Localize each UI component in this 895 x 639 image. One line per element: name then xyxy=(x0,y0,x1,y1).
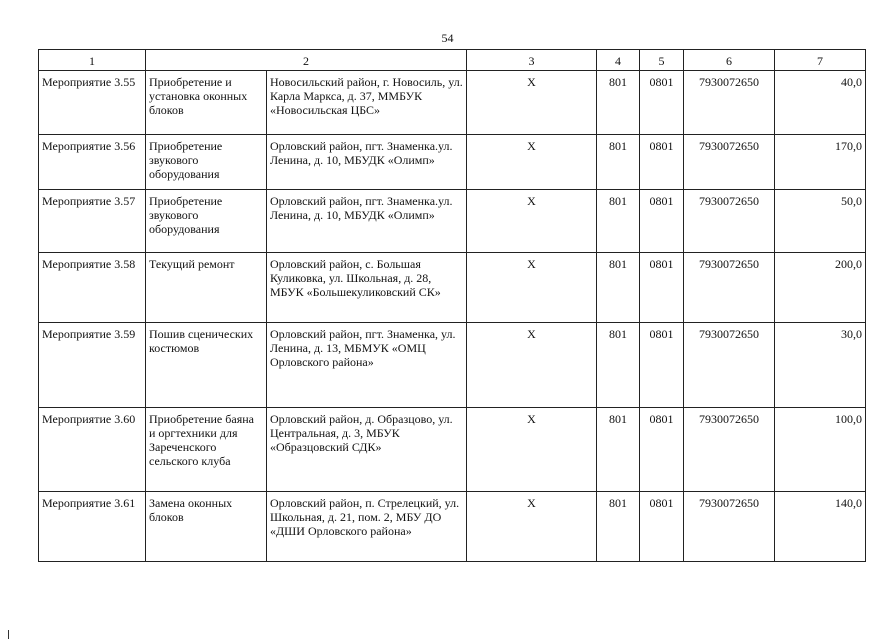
header-cell-5: 5 xyxy=(640,50,684,71)
col4-cell: 801 xyxy=(597,323,640,408)
col6-cell: 7930072650 xyxy=(684,408,775,492)
col3-cell: X xyxy=(467,135,597,190)
event-cell: Мероприятие 3.59 xyxy=(39,323,146,408)
col6-cell: 7930072650 xyxy=(684,323,775,408)
name-cell: Приобретение и установка оконных блоков xyxy=(146,71,267,135)
col4-cell: 801 xyxy=(597,408,640,492)
col6-cell: 7930072650 xyxy=(684,190,775,253)
event-cell: Мероприятие 3.57 xyxy=(39,190,146,253)
location-cell: Новосильский район, г. Новосиль, ул. Карла Маркса, д. 37, ММБУК «Новосильская ЦБС» xyxy=(267,71,467,135)
col7-cell: 50,0 xyxy=(775,190,866,253)
header-cell-6: 6 xyxy=(684,50,775,71)
col7-cell: 30,0 xyxy=(775,323,866,408)
col4-cell: 801 xyxy=(597,190,640,253)
page-number: 54 xyxy=(441,31,454,45)
col6-cell: 7930072650 xyxy=(684,492,775,562)
location-cell: Орловский район, пгт. Знаменка.ул. Ленина, д. 10, МБУДК «Олимп» xyxy=(267,190,467,253)
table-row xyxy=(39,323,866,408)
budget-table xyxy=(38,49,866,562)
location-cell: Орловский район, п. Стрелецкий, ул. Школьная, д. 21, пом. 2, МБУ ДО «ДШИ Орловского района» xyxy=(267,492,467,562)
col5-cell: 0801 xyxy=(640,323,684,408)
table-row xyxy=(39,135,866,190)
col5-cell: 0801 xyxy=(640,408,684,492)
col5-cell: 0801 xyxy=(640,135,684,190)
event-cell: Мероприятие 3.61 xyxy=(39,492,146,562)
name-cell: Текущий ремонт xyxy=(146,253,267,323)
header-cell-1: 1 xyxy=(39,50,146,71)
col6-cell: 7930072650 xyxy=(684,71,775,135)
col7-cell: 170,0 xyxy=(775,135,866,190)
col3-cell: X xyxy=(467,408,597,492)
col4-cell: 801 xyxy=(597,492,640,562)
col7-cell: 100,0 xyxy=(775,408,866,492)
table-row xyxy=(39,408,866,492)
col3-cell: X xyxy=(467,190,597,253)
name-cell: Приобретение звукового оборудования xyxy=(146,190,267,253)
col3-cell: X xyxy=(467,253,597,323)
event-cell: Мероприятие 3.55 xyxy=(39,71,146,135)
col5-cell: 0801 xyxy=(640,492,684,562)
col4-cell: 801 xyxy=(597,71,640,135)
col4-cell: 801 xyxy=(597,135,640,190)
col5-cell: 0801 xyxy=(640,190,684,253)
name-cell: Пошив сценических костюмов xyxy=(146,323,267,408)
header-cell-7: 7 xyxy=(775,50,866,71)
col5-cell: 0801 xyxy=(640,253,684,323)
name-cell: Замена оконных блоков xyxy=(146,492,267,562)
col7-cell: 40,0 xyxy=(775,71,866,135)
scan-mark xyxy=(8,630,9,639)
col7-cell: 140,0 xyxy=(775,492,866,562)
name-cell: Приобретение баяна и оргтехники для Зареченского сельского клуба xyxy=(146,408,267,492)
col3-cell: X xyxy=(467,323,597,408)
header-cell-3: 3 xyxy=(467,50,597,71)
col5-cell: 0801 xyxy=(640,71,684,135)
location-cell: Орловский район, пгт. Знаменка.ул. Ленина, д. 10, МБУДК «Олимп» xyxy=(267,135,467,190)
location-cell: Орловский район, с. Большая Куликовка, ул. Школьная, д. 28, МБУК «Большекуликовский СК» xyxy=(267,253,467,323)
col7-cell: 200,0 xyxy=(775,253,866,323)
header-cell-4: 4 xyxy=(597,50,640,71)
location-cell: Орловский район, пгт. Знаменка, ул. Ленина, д. 13, МБМУК «ОМЦ Орловского района» xyxy=(267,323,467,408)
table-row xyxy=(39,71,866,135)
event-cell: Мероприятие 3.60 xyxy=(39,408,146,492)
col6-cell: 7930072650 xyxy=(684,253,775,323)
event-cell: Мероприятие 3.56 xyxy=(39,135,146,190)
location-cell: Орловский район, д. Образцово, ул. Центральная, д. 3, МБУК «Образцовский СДК» xyxy=(267,408,467,492)
col4-cell: 801 xyxy=(597,253,640,323)
col3-cell: X xyxy=(467,71,597,135)
col6-cell: 7930072650 xyxy=(684,135,775,190)
table-row xyxy=(39,253,866,323)
table-header-row xyxy=(39,50,866,71)
header-cell-2: 2 xyxy=(146,50,467,71)
col3-cell: X xyxy=(467,492,597,562)
table-row xyxy=(39,190,866,253)
event-cell: Мероприятие 3.58 xyxy=(39,253,146,323)
table-row xyxy=(39,492,866,562)
name-cell: Приобретение звукового оборудования xyxy=(146,135,267,190)
